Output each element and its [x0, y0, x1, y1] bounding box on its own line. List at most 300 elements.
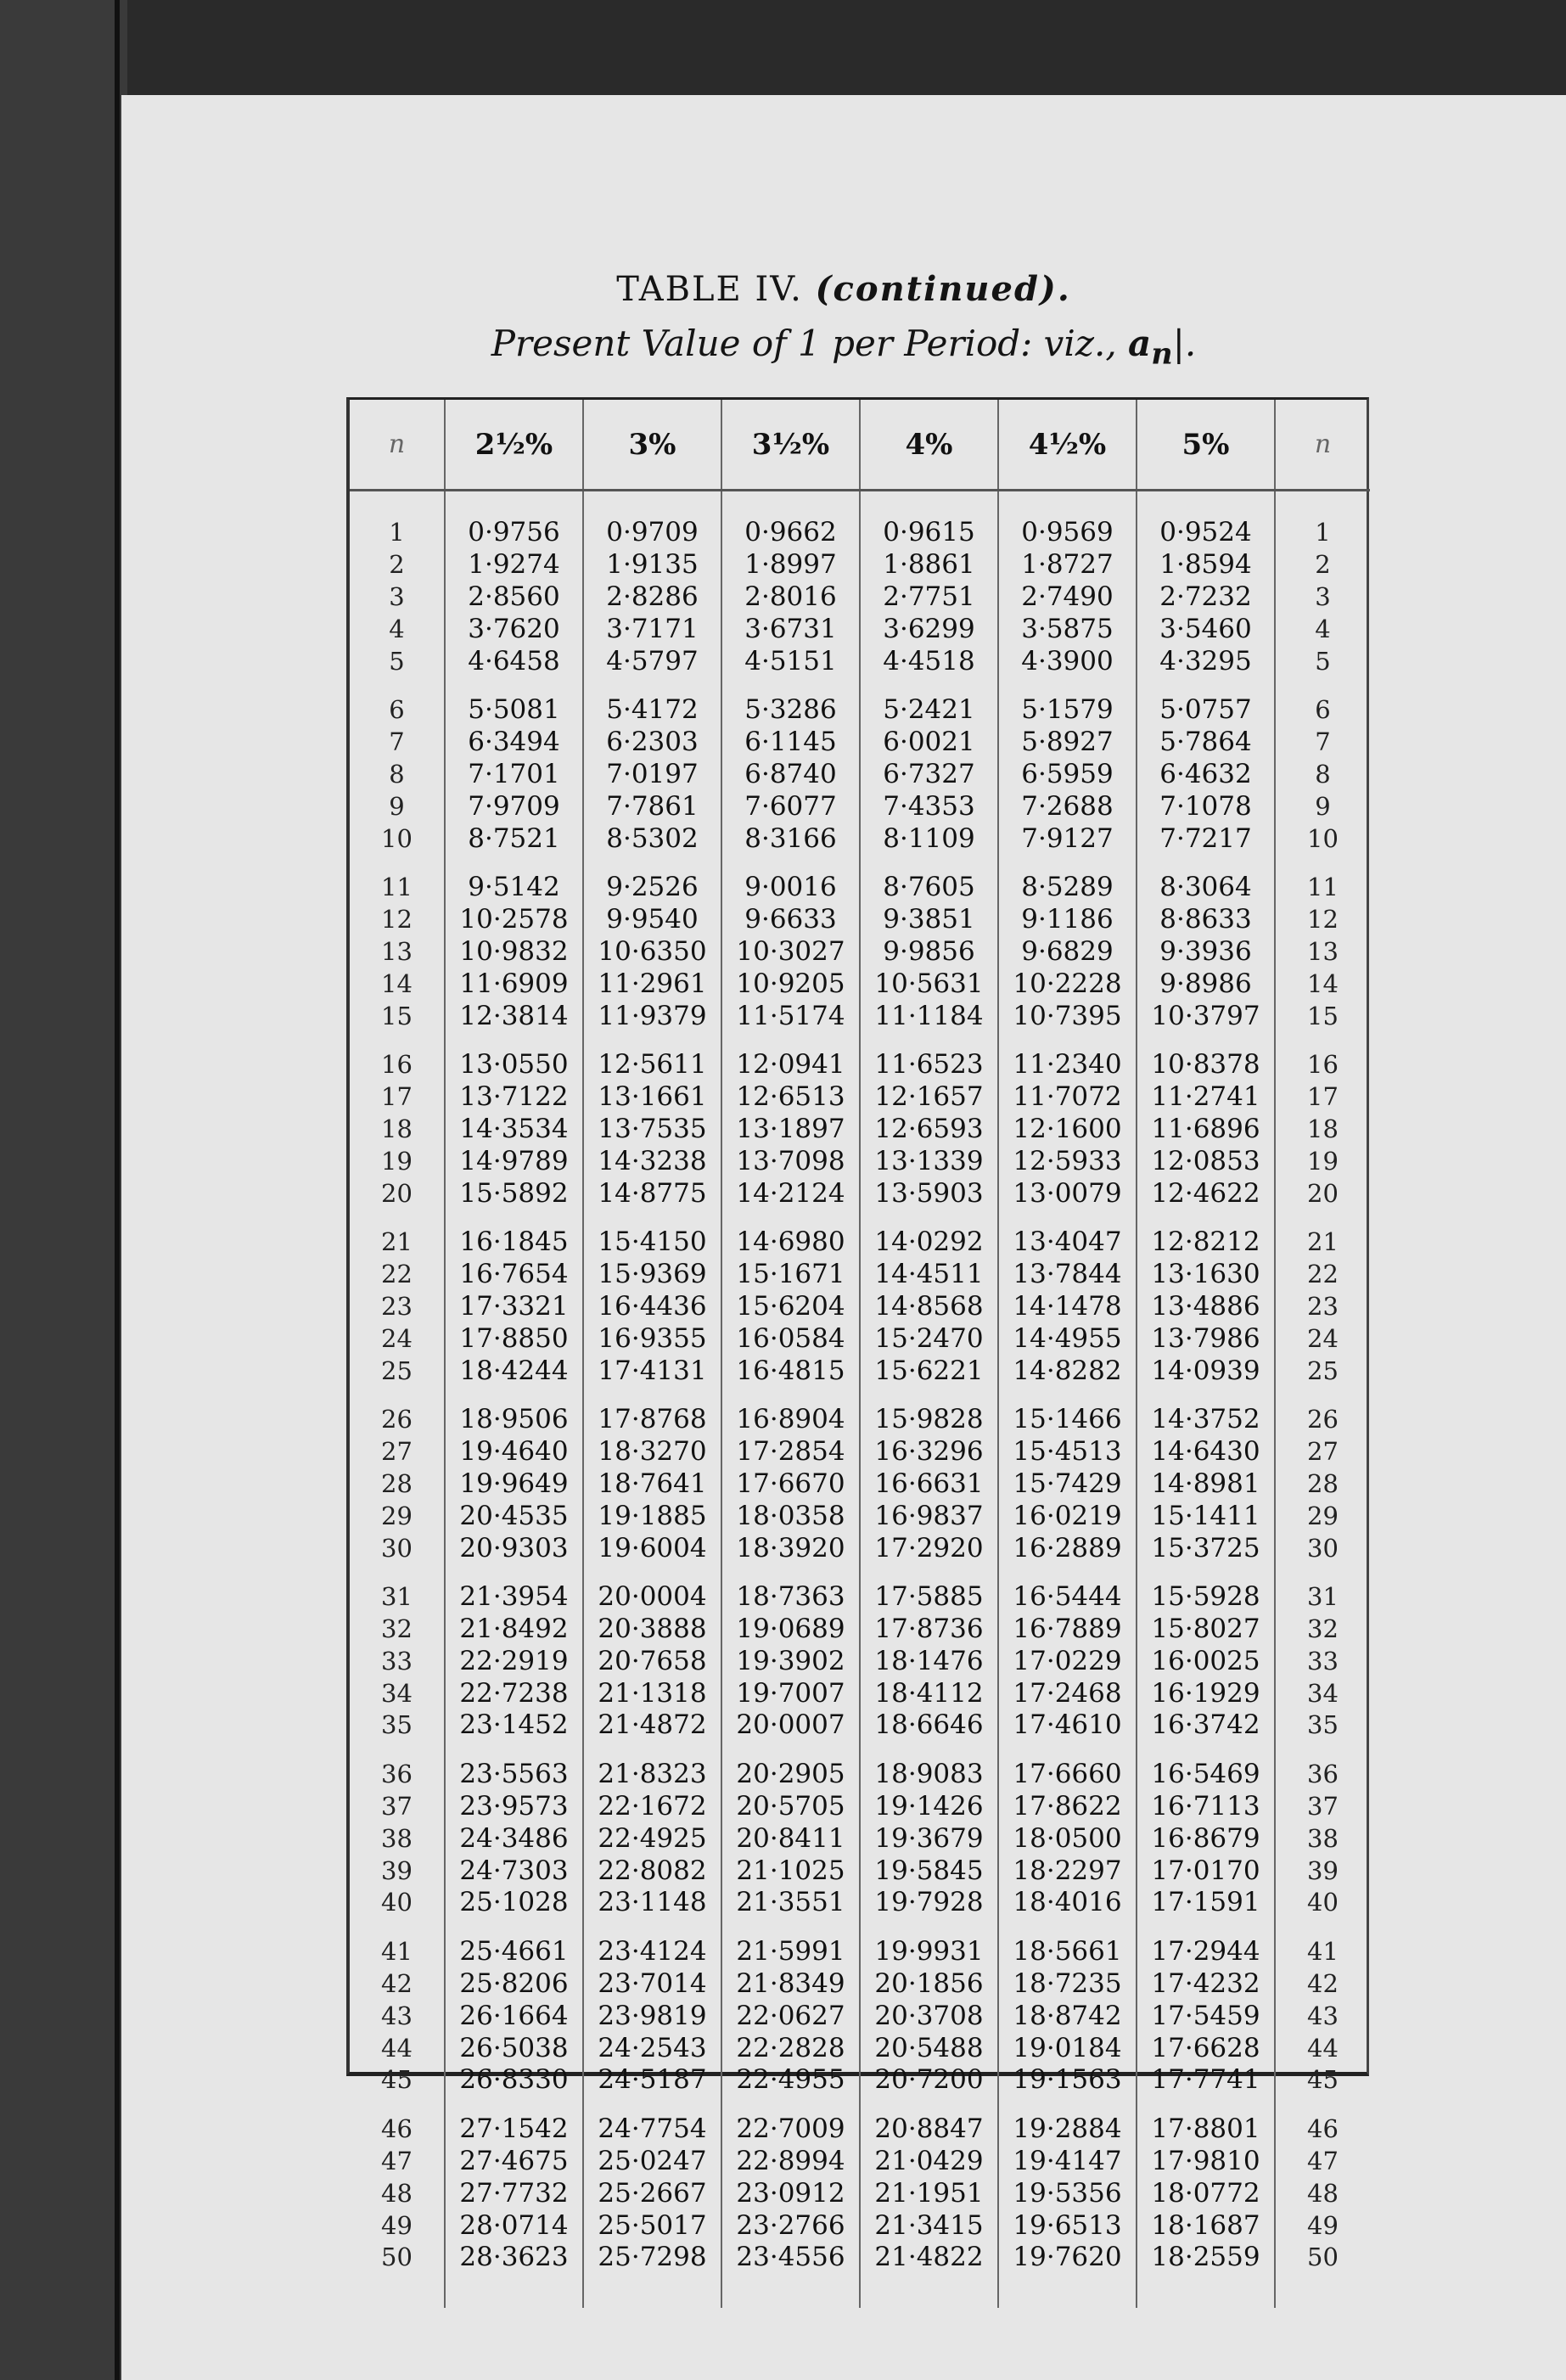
value-cell: 18·3920: [721, 1532, 860, 1564]
value-cell: 5·1579: [998, 677, 1137, 727]
value-cell: 7·4353: [860, 790, 998, 822]
value-cell: 0·9662: [721, 491, 860, 549]
period-cell: 40: [381, 1888, 413, 1917]
period-cell: 26: [1275, 1387, 1370, 1436]
period-cell: 43: [381, 2001, 413, 2030]
value-cell: 12·1600: [998, 1114, 1137, 1146]
value-cell: 1·8997: [721, 549, 860, 581]
value-cell: 23·4124: [583, 1919, 721, 1968]
value-cell: 14·2124: [721, 1177, 860, 1210]
value-cell: 9·9540: [583, 904, 721, 936]
column-header-rate: 3½%: [721, 400, 860, 491]
value-cell: 25·5017: [583, 2209, 721, 2242]
value-cell: 0·9615: [860, 491, 998, 549]
value-cell: 15·9369: [583, 1259, 721, 1291]
table-row: [350, 1355, 1370, 1387]
value-cell: 13·7122: [445, 1081, 583, 1114]
value-cell: 17·2854: [721, 1436, 860, 1468]
value-cell: 13·1339: [860, 1145, 998, 1177]
period-cell: 5: [389, 646, 405, 676]
value-cell: 4·3295: [1137, 645, 1275, 677]
value-cell: 18·9083: [860, 1742, 998, 1791]
table-row: [350, 1210, 1370, 1259]
table-subtitle-text: Present Value of 1 per Period: viz.,: [491, 323, 1117, 364]
value-cell: 18·0500: [998, 1822, 1137, 1855]
value-cell: 20·1856: [860, 1968, 998, 2001]
value-cell: 0·9756: [445, 491, 583, 549]
period-cell: 37: [1275, 1791, 1370, 1823]
value-cell: 21·1951: [860, 2177, 998, 2209]
value-cell: 6·0021: [860, 727, 998, 759]
value-cell: 8·8633: [1137, 904, 1275, 936]
value-cell: 6·8740: [721, 759, 860, 791]
scan-margin: [0, 0, 127, 2380]
value-cell: 28·3623: [445, 2242, 583, 2308]
value-cell: 18·3270: [583, 1436, 721, 1468]
value-cell: 16·9355: [583, 1322, 721, 1355]
value-cell: 17·2920: [860, 1532, 998, 1564]
table-row: [350, 1855, 1370, 1887]
value-cell: 23·9573: [445, 1791, 583, 1823]
value-cell: 18·7235: [998, 1968, 1137, 2001]
value-cell: 20·3708: [860, 2000, 998, 2032]
period-cell: 23: [381, 1291, 413, 1321]
value-cell: 12·0853: [1137, 1145, 1275, 1177]
value-cell: 21·8323: [583, 1742, 721, 1791]
value-cell: 16·7654: [445, 1259, 583, 1291]
table-row: [350, 759, 1370, 791]
value-cell: 1·8594: [1137, 549, 1275, 581]
value-cell: 20·9303: [445, 1532, 583, 1564]
value-cell: 15·8027: [1137, 1614, 1275, 1646]
period-cell: 13: [381, 936, 413, 966]
value-cell: 7·1701: [445, 759, 583, 791]
table-row: [350, 1000, 1370, 1032]
value-cell: 4·5797: [583, 645, 721, 677]
value-cell: 27·1542: [445, 2097, 583, 2146]
value-cell: 22·8082: [583, 1855, 721, 1887]
value-cell: 20·8847: [860, 2097, 998, 2146]
value-cell: 11·1184: [860, 1000, 998, 1032]
value-cell: 16·3742: [1137, 1709, 1275, 1742]
value-cell: 16·6631: [860, 1468, 998, 1501]
value-cell: 17·2944: [1137, 1919, 1275, 1968]
value-cell: 18·0358: [721, 1500, 860, 1532]
value-cell: 22·7009: [721, 2097, 860, 2146]
table-title-main: TABLE IV.: [616, 270, 803, 309]
value-cell: 17·6660: [998, 1742, 1137, 1791]
table-row: [350, 2032, 1370, 2064]
value-cell: 19·1426: [860, 1791, 998, 1823]
period-cell: 22: [381, 1260, 413, 1289]
value-cell: 24·3486: [445, 1822, 583, 1855]
value-cell: 16·4436: [583, 1291, 721, 1323]
value-cell: 16·0025: [1137, 1646, 1275, 1678]
value-cell: 15·6204: [721, 1291, 860, 1323]
period-cell: 34: [1275, 1677, 1370, 1709]
value-cell: 9·8986: [1137, 968, 1275, 1000]
value-cell: 17·1591: [1137, 1887, 1275, 1919]
value-cell: 13·1630: [1137, 1259, 1275, 1291]
table-row: [350, 1322, 1370, 1355]
value-cell: 15·2470: [860, 1322, 998, 1355]
value-cell: 8·3166: [721, 822, 860, 855]
value-cell: 19·6004: [583, 1532, 721, 1564]
value-cell: 14·4955: [998, 1322, 1137, 1355]
value-cell: 16·0219: [998, 1500, 1137, 1532]
period-cell: 26: [381, 1405, 413, 1434]
table-row: [350, 581, 1370, 614]
value-cell: 17·4131: [583, 1355, 721, 1387]
table-row: [350, 1968, 1370, 2001]
value-cell: 5·0757: [1137, 677, 1275, 727]
annuity-table: [350, 400, 1370, 2308]
period-cell: 38: [1275, 1822, 1370, 1855]
value-cell: 26·5038: [445, 2032, 583, 2064]
value-cell: 18·2297: [998, 1855, 1137, 1887]
value-cell: 22·2919: [445, 1646, 583, 1678]
table-row: [350, 2146, 1370, 2178]
value-cell: 11·2961: [583, 968, 721, 1000]
value-cell: 19·5845: [860, 1855, 998, 1887]
table-row: [350, 1677, 1370, 1709]
value-cell: 15·7429: [998, 1468, 1137, 1501]
value-cell: 19·1563: [998, 2064, 1137, 2097]
value-cell: 12·8212: [1137, 1210, 1275, 1259]
value-cell: 7·9127: [998, 822, 1137, 855]
value-cell: 15·1671: [721, 1259, 860, 1291]
period-cell: 35: [381, 1710, 413, 1740]
period-cell: 17: [381, 1082, 413, 1112]
period-cell: 11: [1275, 855, 1370, 904]
value-cell: 17·9810: [1137, 2146, 1275, 2178]
value-cell: 10·9205: [721, 968, 860, 1000]
period-cell: 46: [1275, 2097, 1370, 2146]
period-cell: 21: [381, 1227, 413, 1257]
value-cell: 13·4886: [1137, 1291, 1275, 1323]
value-cell: 13·1897: [721, 1114, 860, 1146]
value-cell: 19·6513: [998, 2209, 1137, 2242]
table-row: [350, 1387, 1370, 1436]
value-cell: 16·8679: [1137, 1822, 1275, 1855]
period-cell: 27: [381, 1437, 413, 1467]
table-row: [350, 645, 1370, 677]
value-cell: 10·3797: [1137, 1000, 1275, 1032]
period-cell: 41: [381, 1937, 413, 1967]
value-cell: 10·8378: [1137, 1032, 1275, 1081]
value-cell: 17·8801: [1137, 2097, 1275, 2146]
table-row: [350, 1742, 1370, 1791]
table-row: [350, 613, 1370, 645]
value-cell: 14·0939: [1137, 1355, 1275, 1387]
period-cell: 29: [381, 1501, 413, 1530]
table-row: [350, 2177, 1370, 2209]
value-cell: 20·8411: [721, 1822, 860, 1855]
value-cell: 8·5289: [998, 855, 1137, 904]
table-row: [350, 1791, 1370, 1823]
column-header-rate: 2½%: [445, 400, 583, 491]
value-cell: 7·6077: [721, 790, 860, 822]
value-cell: 11·9379: [583, 1000, 721, 1032]
value-cell: 7·1078: [1137, 790, 1275, 822]
value-cell: 9·3851: [860, 904, 998, 936]
value-cell: 12·4622: [1137, 1177, 1275, 1210]
value-cell: 9·0016: [721, 855, 860, 904]
value-cell: 13·1661: [583, 1081, 721, 1114]
value-cell: 11·6909: [445, 968, 583, 1000]
period-cell: 43: [1275, 2000, 1370, 2032]
value-cell: 17·2468: [998, 1677, 1137, 1709]
value-cell: 14·6980: [721, 1210, 860, 1259]
value-cell: 16·2889: [998, 1532, 1137, 1564]
period-cell: 7: [1275, 727, 1370, 759]
value-cell: 9·2526: [583, 855, 721, 904]
period-cell: 44: [1275, 2032, 1370, 2064]
period-cell: 33: [381, 1646, 413, 1676]
value-cell: 15·4513: [998, 1436, 1137, 1468]
annuity-symbol-subscript: n: [1151, 336, 1173, 372]
value-cell: 17·8622: [998, 1791, 1137, 1823]
period-cell: 8: [1275, 759, 1370, 791]
period-cell: 8: [389, 759, 405, 789]
value-cell: 1·9274: [445, 549, 583, 581]
period-cell: 21: [1275, 1210, 1370, 1259]
value-cell: 20·2905: [721, 1742, 860, 1791]
value-cell: 18·2559: [1137, 2242, 1275, 2308]
value-cell: 1·8861: [860, 549, 998, 581]
value-cell: 21·8349: [721, 1968, 860, 2001]
period-cell: 13: [1275, 936, 1370, 968]
period-cell: 6: [1275, 677, 1370, 727]
value-cell: 10·9832: [445, 936, 583, 968]
period-cell: 25: [1275, 1355, 1370, 1387]
period-cell: 35: [1275, 1709, 1370, 1742]
value-cell: 10·7395: [998, 1000, 1137, 1032]
table-row: [350, 2242, 1370, 2308]
value-cell: 17·8768: [583, 1387, 721, 1436]
period-cell: 20: [1275, 1177, 1370, 1210]
period-cell: 28: [1275, 1468, 1370, 1501]
value-cell: 17·3321: [445, 1291, 583, 1323]
period-cell: 30: [381, 1533, 413, 1563]
table-title: [121, 269, 1566, 309]
value-cell: 2·8560: [445, 581, 583, 614]
value-cell: 4·5151: [721, 645, 860, 677]
value-cell: 19·1885: [583, 1500, 721, 1532]
value-cell: 0·9524: [1137, 491, 1275, 549]
period-cell: 32: [1275, 1614, 1370, 1646]
value-cell: 22·4925: [583, 1822, 721, 1855]
value-cell: 8·7605: [860, 855, 998, 904]
value-cell: 13·7535: [583, 1114, 721, 1146]
table-row: [350, 936, 1370, 968]
value-cell: 6·5959: [998, 759, 1137, 791]
table-row: [350, 549, 1370, 581]
table-row: [350, 1919, 1370, 1968]
period-cell: 41: [1275, 1919, 1370, 1968]
table-subtitle-end: |.: [1172, 323, 1197, 364]
period-cell: 36: [381, 1760, 413, 1789]
value-cell: 6·2303: [583, 727, 721, 759]
value-cell: 17·5459: [1137, 2000, 1275, 2032]
value-cell: 25·1028: [445, 1887, 583, 1919]
value-cell: 24·7303: [445, 1855, 583, 1887]
table-row: [350, 1709, 1370, 1742]
period-cell: 5: [1275, 645, 1370, 677]
value-cell: 24·7754: [583, 2097, 721, 2146]
value-cell: 11·6523: [860, 1032, 998, 1081]
value-cell: 12·1657: [860, 1081, 998, 1114]
value-cell: 1·9135: [583, 549, 721, 581]
period-cell: 34: [381, 1678, 413, 1708]
value-cell: 15·1466: [998, 1387, 1137, 1436]
period-cell: 46: [381, 2114, 413, 2144]
period-cell: 11: [381, 873, 413, 902]
table-row: [350, 1081, 1370, 1114]
value-cell: 14·1478: [998, 1291, 1137, 1323]
value-cell: 10·2228: [998, 968, 1137, 1000]
value-cell: 7·2688: [998, 790, 1137, 822]
value-cell: 14·3752: [1137, 1387, 1275, 1436]
table-row: [350, 1887, 1370, 1919]
period-cell: 18: [381, 1114, 413, 1143]
annuity-symbol-base: a: [1128, 323, 1152, 364]
value-cell: 17·4232: [1137, 1968, 1275, 2001]
value-cell: 9·3936: [1137, 936, 1275, 968]
value-cell: 6·1145: [721, 727, 860, 759]
period-cell: 50: [1275, 2242, 1370, 2308]
value-cell: 8·3064: [1137, 855, 1275, 904]
value-cell: 23·7014: [583, 1968, 721, 2001]
period-cell: 24: [1275, 1322, 1370, 1355]
value-cell: 18·5661: [998, 1919, 1137, 1968]
table-row: [350, 1822, 1370, 1855]
table-row: [350, 1532, 1370, 1564]
table-row: [350, 1436, 1370, 1468]
value-cell: 14·3534: [445, 1114, 583, 1146]
table-header-row: [350, 400, 1370, 491]
value-cell: 21·4872: [583, 1709, 721, 1742]
period-cell: 1: [389, 518, 405, 547]
value-cell: 11·7072: [998, 1081, 1137, 1114]
value-cell: 5·7864: [1137, 727, 1275, 759]
table-row: [350, 2064, 1370, 2097]
value-cell: 21·0429: [860, 2146, 998, 2178]
value-cell: 16·1929: [1137, 1677, 1275, 1709]
column-header-rate: 3%: [583, 400, 721, 491]
value-cell: 10·2578: [445, 904, 583, 936]
value-cell: 26·1664: [445, 2000, 583, 2032]
value-cell: 20·4535: [445, 1500, 583, 1532]
period-cell: 19: [381, 1146, 413, 1176]
value-cell: 25·4661: [445, 1919, 583, 1968]
period-cell: 45: [1275, 2064, 1370, 2097]
period-cell: 30: [1275, 1532, 1370, 1564]
period-cell: 3: [1275, 581, 1370, 614]
value-cell: 16·0584: [721, 1322, 860, 1355]
table-row: [350, 2000, 1370, 2032]
period-cell: 31: [1275, 1564, 1370, 1614]
table-row: [350, 968, 1370, 1000]
value-cell: 21·3415: [860, 2209, 998, 2242]
value-cell: 9·9856: [860, 936, 998, 968]
value-cell: 19·2884: [998, 2097, 1137, 2146]
value-cell: 14·8775: [583, 1177, 721, 1210]
value-cell: 19·7928: [860, 1887, 998, 1919]
value-cell: 6·3494: [445, 727, 583, 759]
value-cell: 18·1687: [1137, 2209, 1275, 2242]
period-cell: 10: [381, 823, 413, 853]
value-cell: 13·7844: [998, 1259, 1137, 1291]
value-cell: 7·9709: [445, 790, 583, 822]
period-cell: 9: [389, 791, 405, 821]
value-cell: 14·4511: [860, 1259, 998, 1291]
column-header-n: n: [350, 400, 445, 491]
period-cell: 32: [381, 1614, 413, 1644]
value-cell: 19·4640: [445, 1436, 583, 1468]
value-cell: 15·3725: [1137, 1532, 1275, 1564]
period-cell: 37: [381, 1792, 413, 1821]
value-cell: 18·4112: [860, 1677, 998, 1709]
value-cell: 19·3679: [860, 1822, 998, 1855]
value-cell: 25·2667: [583, 2177, 721, 2209]
value-cell: 19·9649: [445, 1468, 583, 1501]
value-cell: 13·4047: [998, 1210, 1137, 1259]
column-header-n: n: [1275, 400, 1370, 491]
table-row: [350, 1032, 1370, 1081]
table-row: [350, 1468, 1370, 1501]
value-cell: 23·4556: [721, 2242, 860, 2308]
value-cell: 21·5991: [721, 1919, 860, 1968]
period-cell: 25: [381, 1356, 413, 1385]
value-cell: 25·7298: [583, 2242, 721, 2308]
value-cell: 8·1109: [860, 822, 998, 855]
value-cell: 3·6731: [721, 613, 860, 645]
book-page: [121, 95, 1566, 2380]
period-cell: 23: [1275, 1291, 1370, 1323]
value-cell: 14·8981: [1137, 1468, 1275, 1501]
value-cell: 21·8492: [445, 1614, 583, 1646]
value-cell: 23·0912: [721, 2177, 860, 2209]
value-cell: 13·0550: [445, 1032, 583, 1081]
period-cell: 47: [1275, 2146, 1370, 2178]
value-cell: 6·7327: [860, 759, 998, 791]
value-cell: 18·4016: [998, 1887, 1137, 1919]
value-cell: 16·3296: [860, 1436, 998, 1468]
table-body: [350, 491, 1370, 2308]
value-cell: 1·8727: [998, 549, 1137, 581]
table-row: [350, 855, 1370, 904]
value-cell: 7·0197: [583, 759, 721, 791]
value-cell: 21·4822: [860, 2242, 998, 2308]
value-cell: 11·5174: [721, 1000, 860, 1032]
value-cell: 16·7889: [998, 1614, 1137, 1646]
period-cell: 49: [1275, 2209, 1370, 2242]
value-cell: 5·8927: [998, 727, 1137, 759]
value-cell: 16·1845: [445, 1210, 583, 1259]
value-cell: 5·5081: [445, 677, 583, 727]
value-cell: 12·3814: [445, 1000, 583, 1032]
value-cell: 0·9709: [583, 491, 721, 549]
value-cell: 19·7620: [998, 2242, 1137, 2308]
period-cell: 9: [1275, 790, 1370, 822]
table-subtitle: [121, 323, 1566, 371]
table-row: [350, 904, 1370, 936]
value-cell: 21·1025: [721, 1855, 860, 1887]
period-cell: 29: [1275, 1500, 1370, 1532]
value-cell: 3·5875: [998, 613, 1137, 645]
period-cell: 14: [1275, 968, 1370, 1000]
